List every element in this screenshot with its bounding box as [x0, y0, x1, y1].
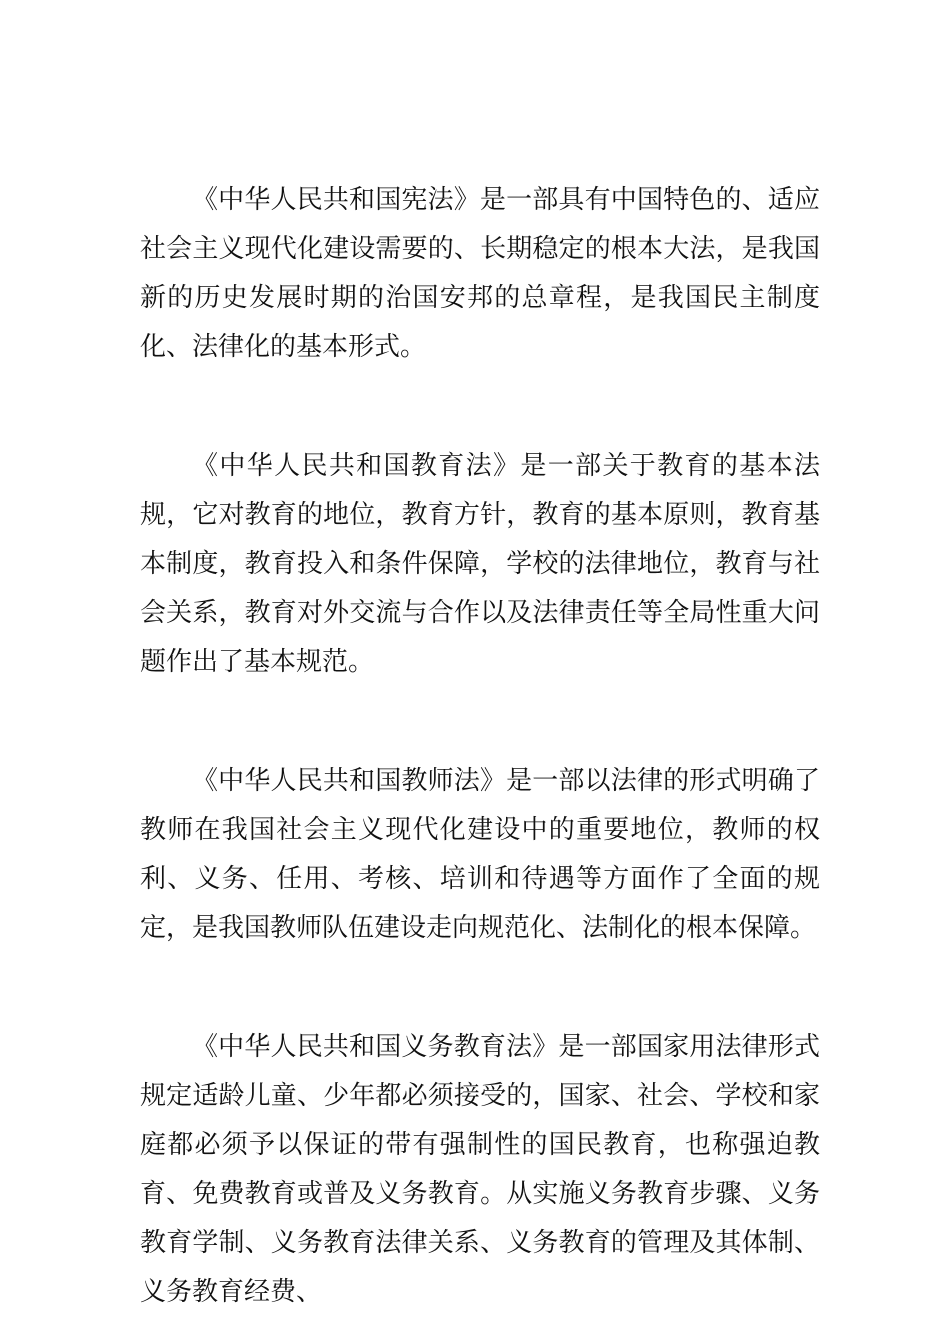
paragraph-education-law: 《中华人民共和国教育法》是一部关于教育的基本法规，它对教育的地位，教育方针，教育的基本原则，教育基本制度，教育投入和条件保障，学校的法律地位，教育与社会关系，教育对外交流与合作以及法律责任等全局性重大问题作出了基本规范。 — [140, 451, 820, 677]
document-body — [140, 176, 820, 1317]
paragraph-compulsory-education-law: 《中华人民共和国义务教育法》是一部国家用法律形式规定适龄儿童、少年都必须接受的，国家、社会、学校和家庭都必须予以保证的带有强制性的国民教育，也称强迫教育、免费教育或普及义务教育。从实施义务教育步骤、义务教育学制、义务教育法律关系、义务教育的管理及其体制、义务教育经费、 — [140, 1032, 820, 1307]
paragraph-teachers-law: 《中华人民共和国教师法》是一部以法律的形式明确了教师在我国社会主义现代化建设中的重要地位，教师的权利、义务、任用、考核、培训和待遇等方面作了全面的规定，是我国教师队伍建设走向规范化、法制化的根本保障。 — [140, 766, 820, 943]
paragraph-constitution: 《中华人民共和国宪法》是一部具有中国特色的、适应社会主义现代化建设需要的、长期稳定的根本大法，是我国新的历史发展时期的治国安邦的总章程，是我国民主制度化、法律化的基本形式。 — [140, 185, 820, 362]
